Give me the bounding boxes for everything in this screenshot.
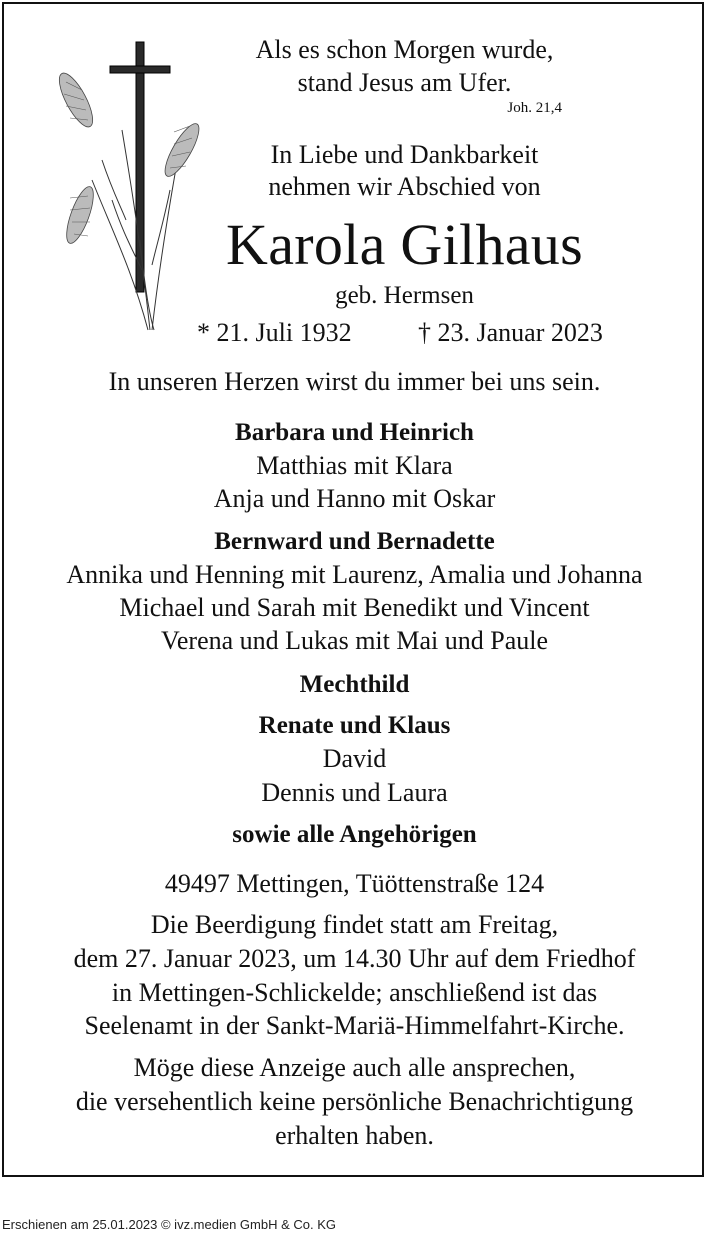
family-head: Renate und Klaus: [258, 712, 451, 739]
maiden-name: geb. Hermsen: [335, 282, 474, 309]
notice-line: Möge diese Anzeige auch alle ansprechen,: [133, 1053, 576, 1082]
family-member: Dennis und Laura: [261, 778, 448, 807]
publication-footer: Erschienen am 25.01.2023 © ivz.medien GmbH & Co. KG: [2, 1217, 337, 1232]
family-member: Verena und Lukas mit Mai und Paule: [160, 626, 549, 655]
funeral-line: in Mettingen-Schlickelde; anschließend ist das: [111, 978, 598, 1007]
funeral-line: Seelenamt in der Sankt-Mariä-Himmelfahrt-Kirche.: [84, 1011, 625, 1040]
family-member: Anja und Hanno mit Oskar: [213, 484, 496, 513]
family-head: Mechthild: [299, 671, 410, 698]
notice-line: die versehentlich keine persönliche Benachrichtigung: [75, 1087, 634, 1116]
intro-line-2: nehmen wir Abschied von: [268, 172, 541, 201]
family-member: David: [322, 744, 387, 773]
family-member: Matthias mit Klara: [256, 451, 453, 480]
verse-line-2: stand Jesus am Ufer.: [297, 68, 512, 97]
family-head: Bernward und Bernadette: [214, 528, 495, 555]
verse-citation: Joh. 21,4: [507, 100, 562, 116]
verse-line-1: Als es schon Morgen wurde,: [255, 35, 554, 64]
death-date: † 23. Januar 2023: [418, 318, 603, 347]
relatives-line: sowie alle Angehörigen: [232, 821, 477, 848]
intro-line-1: In Liebe und Dankbarkeit: [270, 140, 539, 169]
family-member: Michael und Sarah mit Benedikt und Vincent: [119, 593, 590, 622]
address: 49497 Mettingen, Tüöttenstraße 124: [164, 869, 545, 898]
funeral-line: Die Beerdigung findet statt am Freitag,: [150, 910, 559, 939]
notice-line: erhalten haben.: [275, 1121, 434, 1150]
deceased-name: Karola Gilhaus: [226, 212, 583, 277]
family-head: Barbara und Heinrich: [235, 419, 474, 446]
family-member: Annika und Henning mit Laurenz, Amalia und Johanna: [66, 560, 643, 589]
birth-date: * 21. Juli 1932: [197, 318, 352, 347]
funeral-line: dem 27. Januar 2023, um 14.30 Uhr auf dem Friedhof: [73, 944, 636, 973]
tagline: In unseren Herzen wirst du immer bei uns sein.: [108, 367, 601, 396]
